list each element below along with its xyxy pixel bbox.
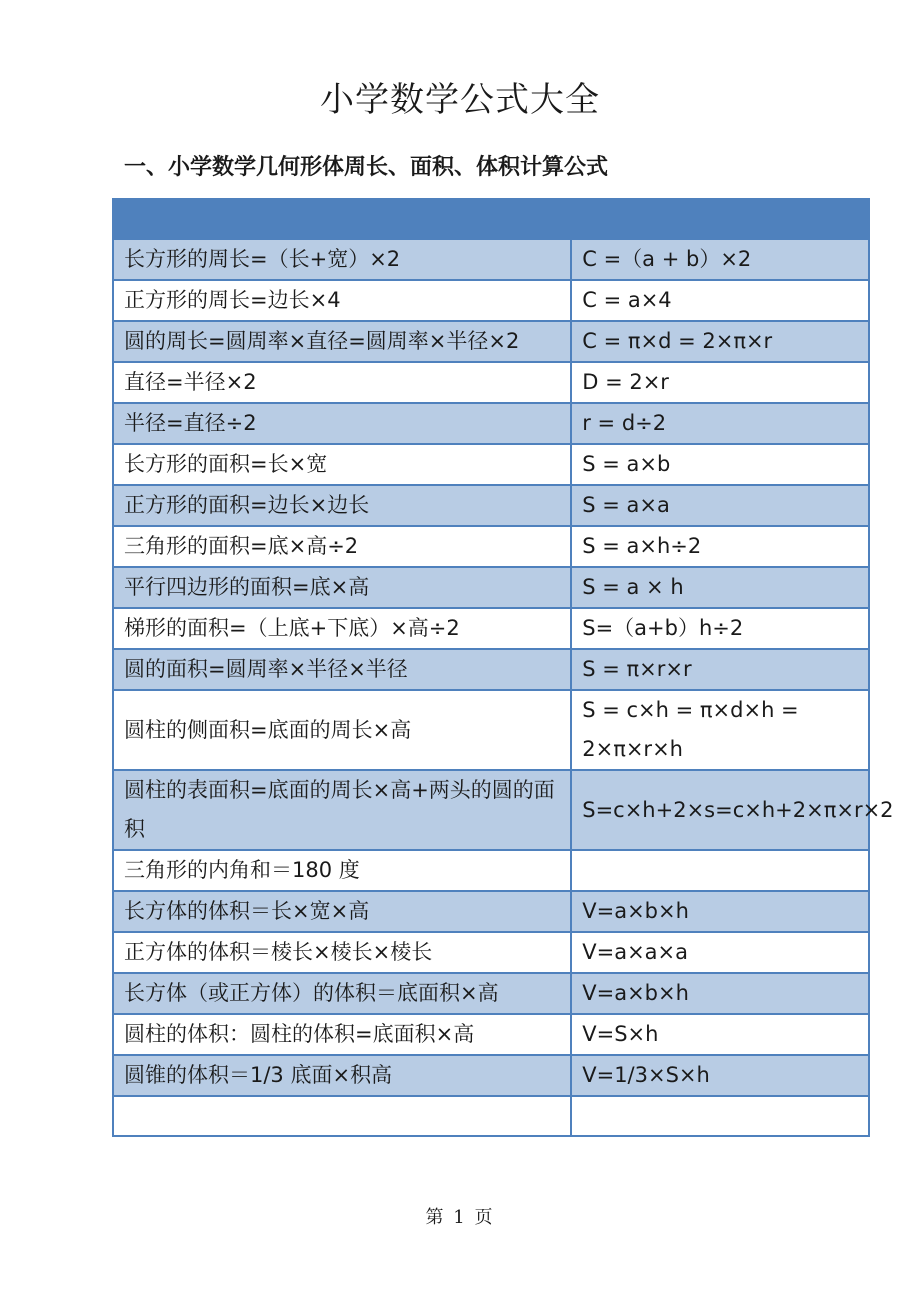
table-row [113, 891, 869, 932]
formula-expression-cell: S = a×b [571, 444, 869, 485]
table-row [113, 485, 869, 526]
formula-name-cell: 圆柱的体积：圆柱的体积=底面积×高 [113, 1014, 571, 1055]
formula-name-cell: 圆柱的表面积=底面的周长×高+两头的圆的面积 [113, 770, 571, 850]
table-row [113, 1014, 869, 1055]
formula-expression-cell: V=a×a×a [571, 932, 869, 973]
formula-name-cell: 圆的周长=圆周率×直径=圆周率×半径×2 [113, 321, 571, 362]
formula-expression-cell: D = 2×r [571, 362, 869, 403]
formula-expression-cell [571, 850, 869, 891]
table-row [113, 770, 869, 850]
formula-name-cell: 长方形的周长=（长+宽）×2 [113, 239, 571, 280]
formula-name-cell: 半径=直径÷2 [113, 403, 571, 444]
formula-name-cell: 三角形的内角和＝180 度 [113, 850, 571, 891]
section-heading: 一、小学数学几何形体周长、面积、体积计算公式 [124, 155, 609, 180]
formula-name-cell: 直径=半径×2 [113, 362, 571, 403]
formula-expression-cell [571, 1096, 869, 1136]
table-row [113, 850, 869, 891]
header-cell-name [113, 199, 571, 239]
formula-name-cell: 圆的面积=圆周率×半径×半径 [113, 649, 571, 690]
table-row [113, 526, 869, 567]
table-row [113, 1096, 869, 1136]
formula-expression-cell: S = c×h = π×d×h = 2×π×r×h [571, 690, 869, 770]
formula-name-cell: 正方形的面积=边长×边长 [113, 485, 571, 526]
table-header-row [113, 199, 869, 239]
formula-name-cell: 梯形的面积=（上底+下底）×高÷2 [113, 608, 571, 649]
formula-expression-cell: V=a×b×h [571, 891, 869, 932]
formula-table-body [113, 199, 894, 1136]
formula-expression-cell: S=（a+b）h÷2 [571, 608, 869, 649]
formula-expression-cell: C = π×d = 2×π×r [571, 321, 869, 362]
formula-name-cell: 平行四边形的面积=底×高 [113, 567, 571, 608]
formula-name-cell: 长方体（或正方体）的体积＝底面积×高 [113, 973, 571, 1014]
formula-name-cell: 长方体的体积＝长×宽×高 [113, 891, 571, 932]
formula-expression-cell: C =（a + b）×2 [571, 239, 869, 280]
document-title: 小学数学公式大全 [320, 80, 600, 120]
formula-expression-cell: S=c×h+2×s=c×h+2×π×r×2 [571, 770, 869, 850]
formula-name-cell: 长方形的面积=长×宽 [113, 444, 571, 485]
formula-name-cell: 正方体的体积＝棱长×棱长×棱长 [113, 932, 571, 973]
page-number: 第 1 页 [425, 1207, 495, 1228]
table-row [113, 567, 869, 608]
table-row [113, 403, 869, 444]
formula-name-cell: 正方形的周长=边长×4 [113, 280, 571, 321]
formula-expression-cell: S = a × h [571, 567, 869, 608]
formula-name-cell: 圆锥的体积＝1/3 底面×积高 [113, 1055, 571, 1096]
formula-expression-cell: r = d÷2 [571, 403, 869, 444]
table-row [113, 321, 869, 362]
formula-expression-cell: V=1/3×S×h [571, 1055, 869, 1096]
formula-name-cell: 三角形的面积=底×高÷2 [113, 526, 571, 567]
formula-expression-cell: S = a×h÷2 [571, 526, 869, 567]
table-row [113, 649, 869, 690]
formula-expression-cell: C = a×4 [571, 280, 869, 321]
table-row [113, 608, 869, 649]
table-row [113, 973, 869, 1014]
table-row [113, 280, 869, 321]
table-row [113, 444, 869, 485]
table-row [113, 239, 869, 280]
header-cell-formula [571, 199, 869, 239]
formula-expression-cell: S = a×a [571, 485, 869, 526]
table-row [113, 932, 869, 973]
formula-table [112, 198, 894, 1137]
formula-name-cell [113, 1096, 571, 1136]
formula-expression-cell: V=S×h [571, 1014, 869, 1055]
formula-name-cell: 圆柱的侧面积=底面的周长×高 [113, 690, 571, 770]
table-row [113, 362, 869, 403]
table-row [113, 1055, 869, 1096]
formula-expression-cell: S = π×r×r [571, 649, 869, 690]
formula-expression-cell: V=a×b×h [571, 973, 869, 1014]
table-row [113, 690, 869, 770]
